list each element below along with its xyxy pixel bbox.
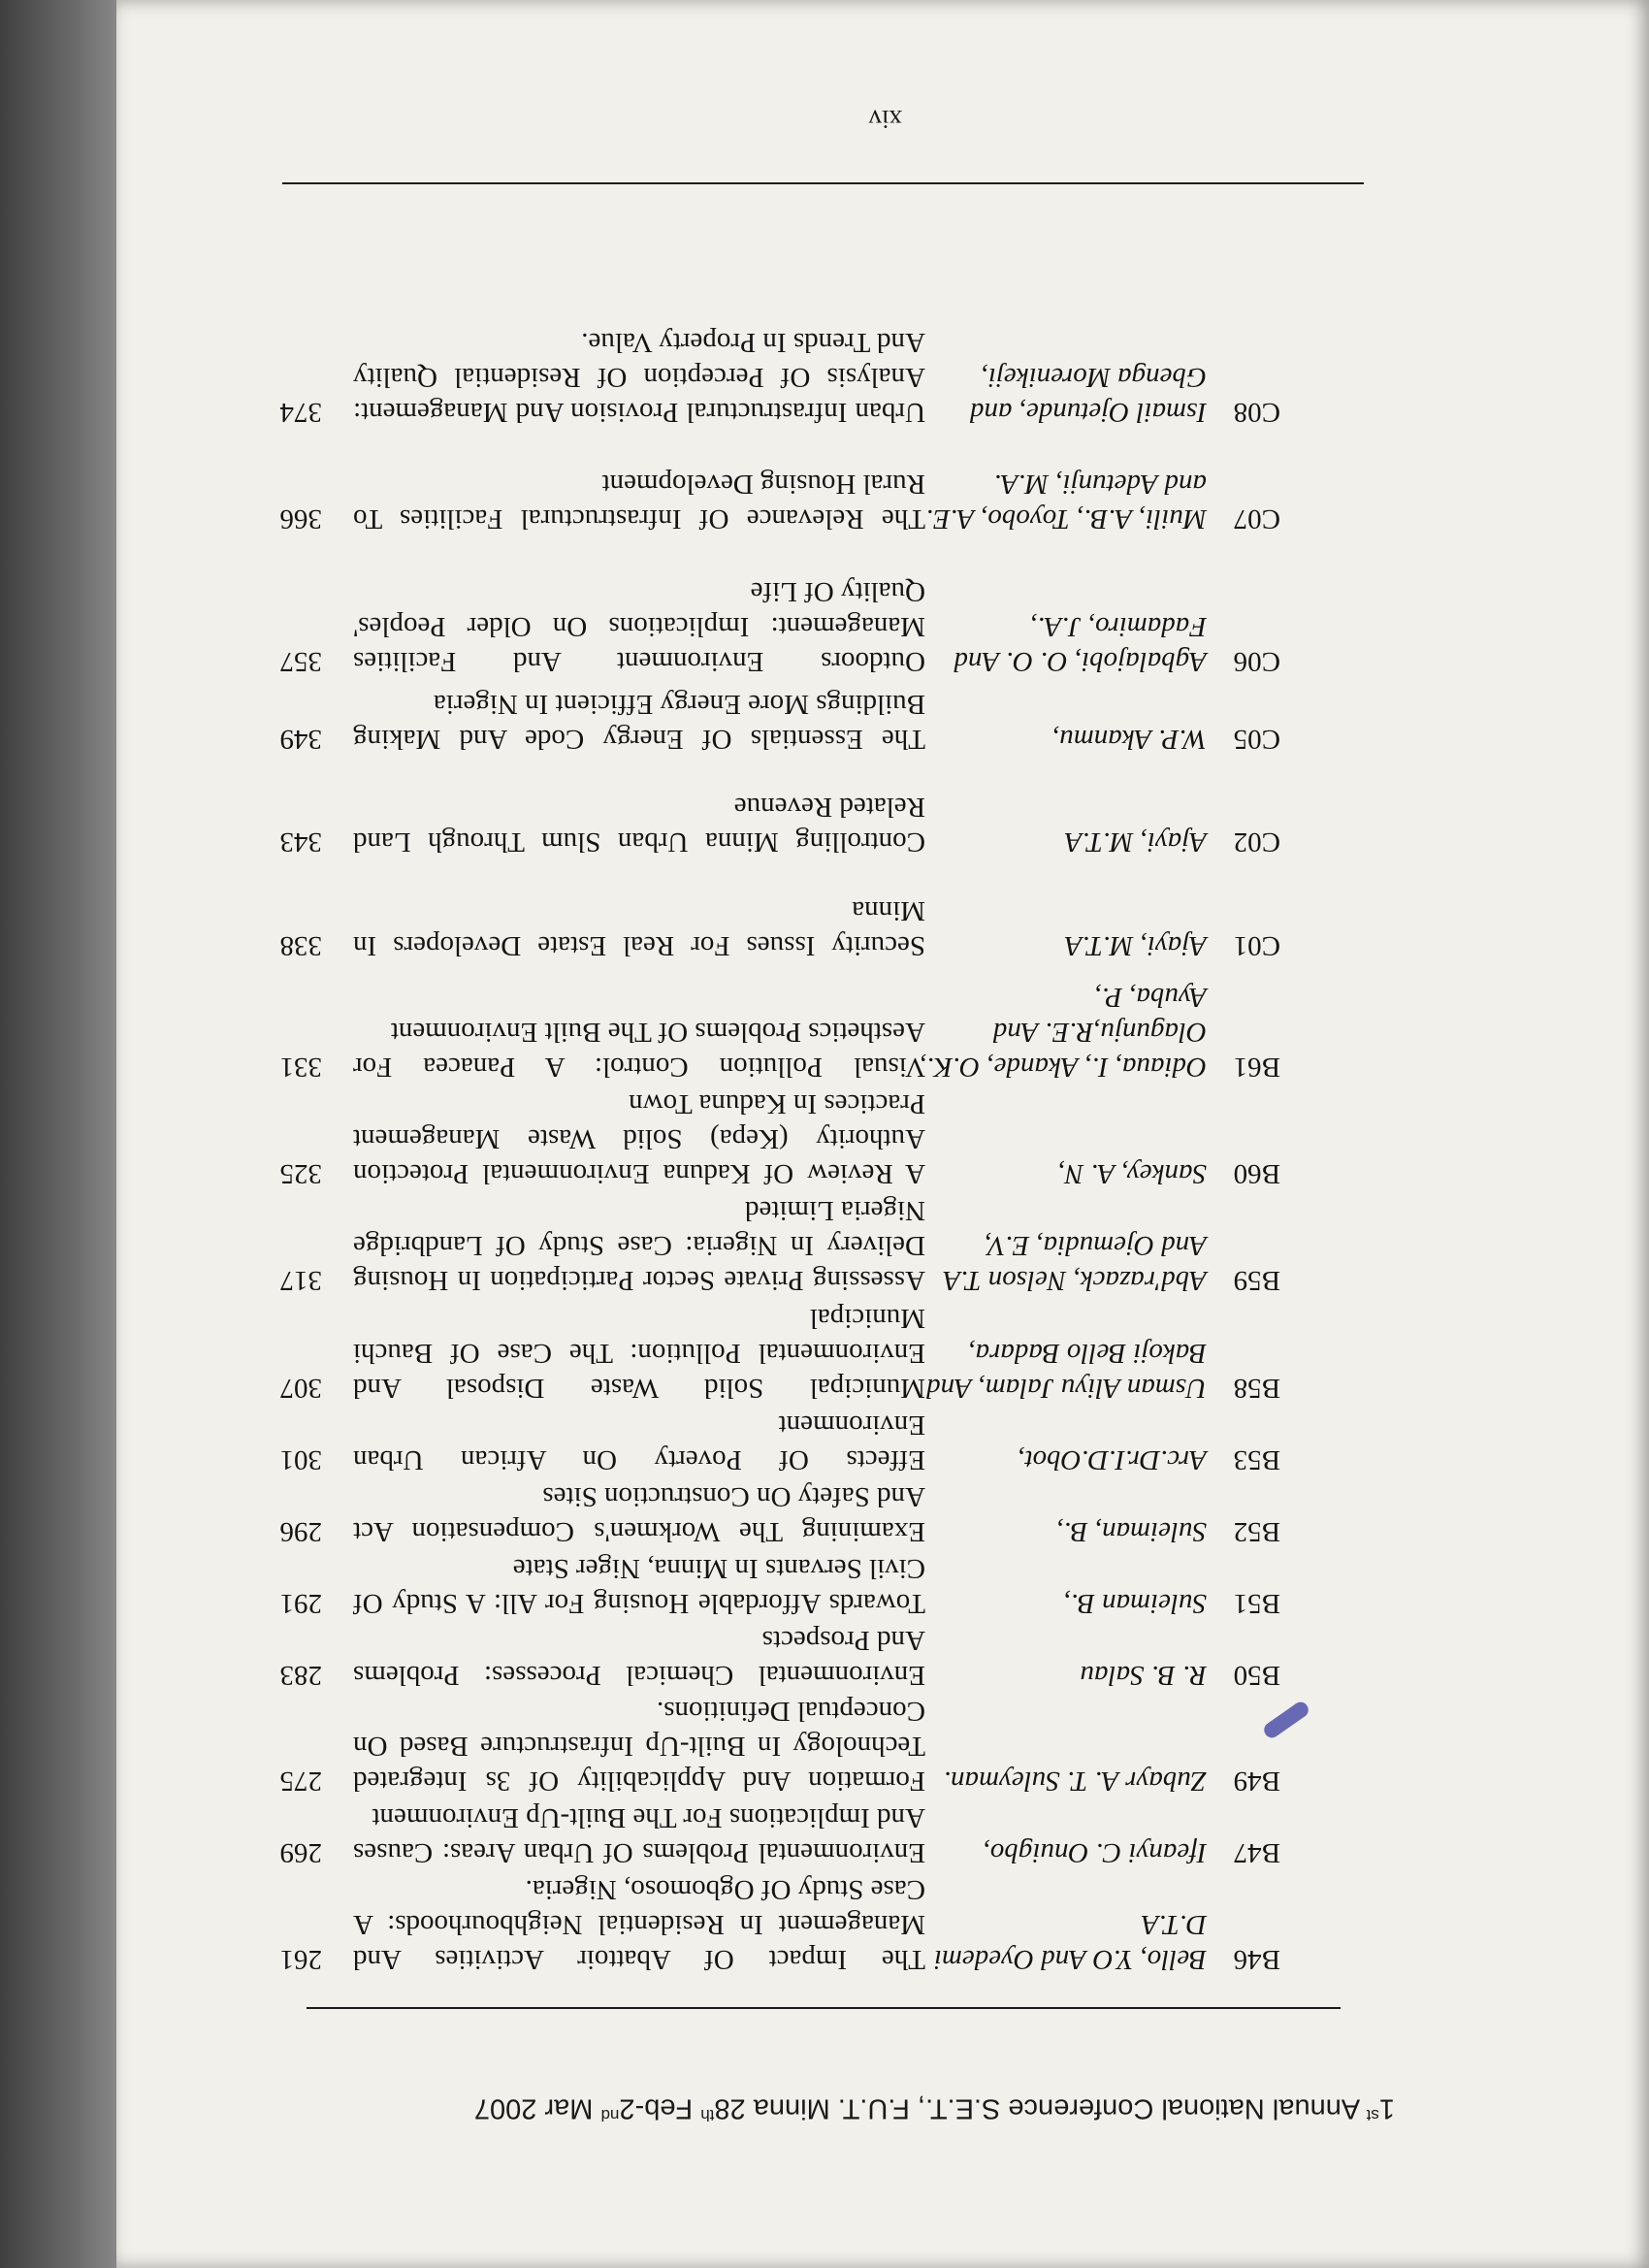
header-ordinal: 1 [1378, 2092, 1395, 2124]
entry-page: 357 [279, 646, 322, 677]
entry-page: 331 [279, 1052, 322, 1083]
entry-title: The Impact Of Abattoir Activities And Management In Residential Neighbourhoods: A Case Study Of Ogbomoso, Nigeria. [353, 1874, 925, 1975]
entry-author: Zubayr A. T. Suleyman. [943, 1766, 1207, 1797]
entry-author: Ifeanyi C. Onuigbo, [983, 1837, 1207, 1868]
entry-code: B52 [1233, 1516, 1280, 1547]
entry-title: Municipal Solid Waste Disposal And Environmental Pollution: The Case Of Bauchi Municipal [353, 1303, 925, 1404]
entry-author: Suleiman, B., [1056, 1516, 1207, 1547]
running-header [474, 2091, 1395, 2124]
entry-code: C06 [1233, 646, 1280, 677]
entry-page: 349 [279, 724, 322, 755]
entry-code: C07 [1233, 503, 1280, 535]
header-sup-a: th [700, 2106, 715, 2124]
entry-author: Usman Aliyu Jalam, And Bakoji Bello Badara, [926, 1338, 1207, 1404]
entry-code: B59 [1233, 1265, 1280, 1296]
header-text-a: Annual National Conference S.E.T., F.U.T. Minna 28 [714, 2092, 1367, 2124]
entry-page: 317 [279, 1265, 322, 1296]
entry-title: Security Issues For Real Estate Developers In Minna [353, 895, 925, 961]
entry-code: C02 [1233, 826, 1280, 858]
entry-author: Bello, Y.O And Oyedemi D.T.A [933, 1909, 1207, 1975]
entry-title: Assessing Private Sector Participation In Housing Delivery In Nigeria: Case Study Of Landbridge Nigeria Limited [353, 1195, 925, 1296]
entry-author: R. B. Salau [1080, 1660, 1207, 1691]
entry-title: Effects Of Poverty On African Urban Environment [353, 1409, 925, 1475]
entry-author: Odiaua, I., Akande, O.K., Olagunju,R.E. And Ayuba, P., [920, 982, 1207, 1083]
entry-page: 343 [279, 826, 322, 858]
entry-code: B53 [1233, 1444, 1280, 1475]
entry-title: Controlling Minna Urban Slum Through Land Related Revenue [353, 792, 925, 858]
entry-code: C01 [1233, 930, 1280, 961]
entry-title: Towards Affordable Housing For All: A Study Of Civil Servants In Minna, Niger State [353, 1553, 925, 1619]
page-number: xiv [868, 105, 902, 134]
entry-page: 338 [279, 930, 322, 961]
entry-author: Abd'razack, Nelson T.A And Ojemudia, E.V, [944, 1230, 1207, 1296]
entry-code: C08 [1233, 397, 1280, 428]
entry-author: Muili, A.B., Toyobo, A.E. and Adetunji, M.A. [925, 469, 1207, 535]
entry-code: B50 [1233, 1660, 1280, 1691]
entry-page: 374 [279, 397, 322, 428]
entry-title: Visual Pollution Control: A Panacea For Aesthetics Problems Of The Built Environment [353, 1017, 925, 1083]
entry-title: The Essentials Of Energy Code And Making Buildings More Energy Efficient In Nigeria [353, 689, 925, 755]
entry-author: W.P. Akanmu, [1052, 724, 1207, 755]
entry-title: Examining The Workmen's Compensation Act And Safety On Construction Sites [353, 1481, 925, 1547]
entry-code: B58 [1233, 1373, 1280, 1404]
entry-page: 301 [279, 1444, 322, 1475]
entry-author: Ajayi, M.T.A [1064, 826, 1207, 858]
entry-title: The Relevance Of Infrastructural Facilities To Rural Housing Development [353, 469, 925, 535]
entry-code: B47 [1233, 1837, 1280, 1868]
entry-title: Environmental Problems Of Urban Areas: Causes And Implications For The Built-Up Environment [353, 1802, 925, 1868]
footer-rule [282, 182, 1364, 184]
entry-title: Environmental Chemical Processes: Problems And Prospects [353, 1625, 925, 1691]
entry-author: Sankey, A. N, [1057, 1158, 1207, 1189]
entry-page: 283 [279, 1660, 322, 1691]
entry-author: Ismail Ojetunde, and Gbenga Morenikeji, [969, 362, 1207, 428]
header-ordinal-sup: st [1366, 2106, 1379, 2124]
entry-author: Arc.Dr.I.D.Obot, [1018, 1444, 1207, 1475]
entry-code: C05 [1233, 724, 1280, 755]
entry-title: Formation And Applicability Of 3s Integrated Technology In Built-Up Infrastructure Based On Conceptual Definitions. [353, 1696, 925, 1797]
entry-page: 291 [279, 1588, 322, 1619]
entry-page: 296 [279, 1516, 322, 1547]
entry-code: B51 [1233, 1588, 1280, 1619]
header-rule [307, 2007, 1341, 2009]
entry-page: 261 [279, 1944, 322, 1975]
entry-page: 366 [279, 503, 322, 535]
entry-code: B49 [1233, 1766, 1280, 1797]
entry-code: B61 [1233, 1052, 1280, 1083]
entry-code: B46 [1233, 1944, 1280, 1975]
entry-title: A Review Of Kaduna Environmental Protection Authority (Kepa) Solid Waste Management Practices In Kaduna Town [353, 1088, 925, 1189]
header-sup-b: nd [600, 2106, 620, 2124]
header-text-b: Feb-2 [619, 2092, 701, 2124]
entry-page: 325 [279, 1158, 322, 1189]
entry-page: 275 [279, 1766, 322, 1797]
entry-author: Suleiman B., [1063, 1588, 1207, 1619]
header-text-c: Mar 2007 [473, 2092, 601, 2124]
entry-page: 269 [279, 1837, 322, 1868]
entry-author: Ajayi, M.T.A [1064, 930, 1207, 961]
entry-title: Outdoors Environment And Facilities Management: Implications On Older Peoples' Quality Of Life [353, 576, 925, 677]
entry-code: B60 [1233, 1158, 1280, 1189]
entry-page: 307 [279, 1373, 322, 1404]
entry-title: Urban Infrastructural Provision And Management: Analysis Of Perception Of Residential Quality And Trends In Property Value. [353, 327, 925, 428]
entry-author: Agbalajobi, O. O. And Fadamiro, J.A., [954, 611, 1207, 677]
